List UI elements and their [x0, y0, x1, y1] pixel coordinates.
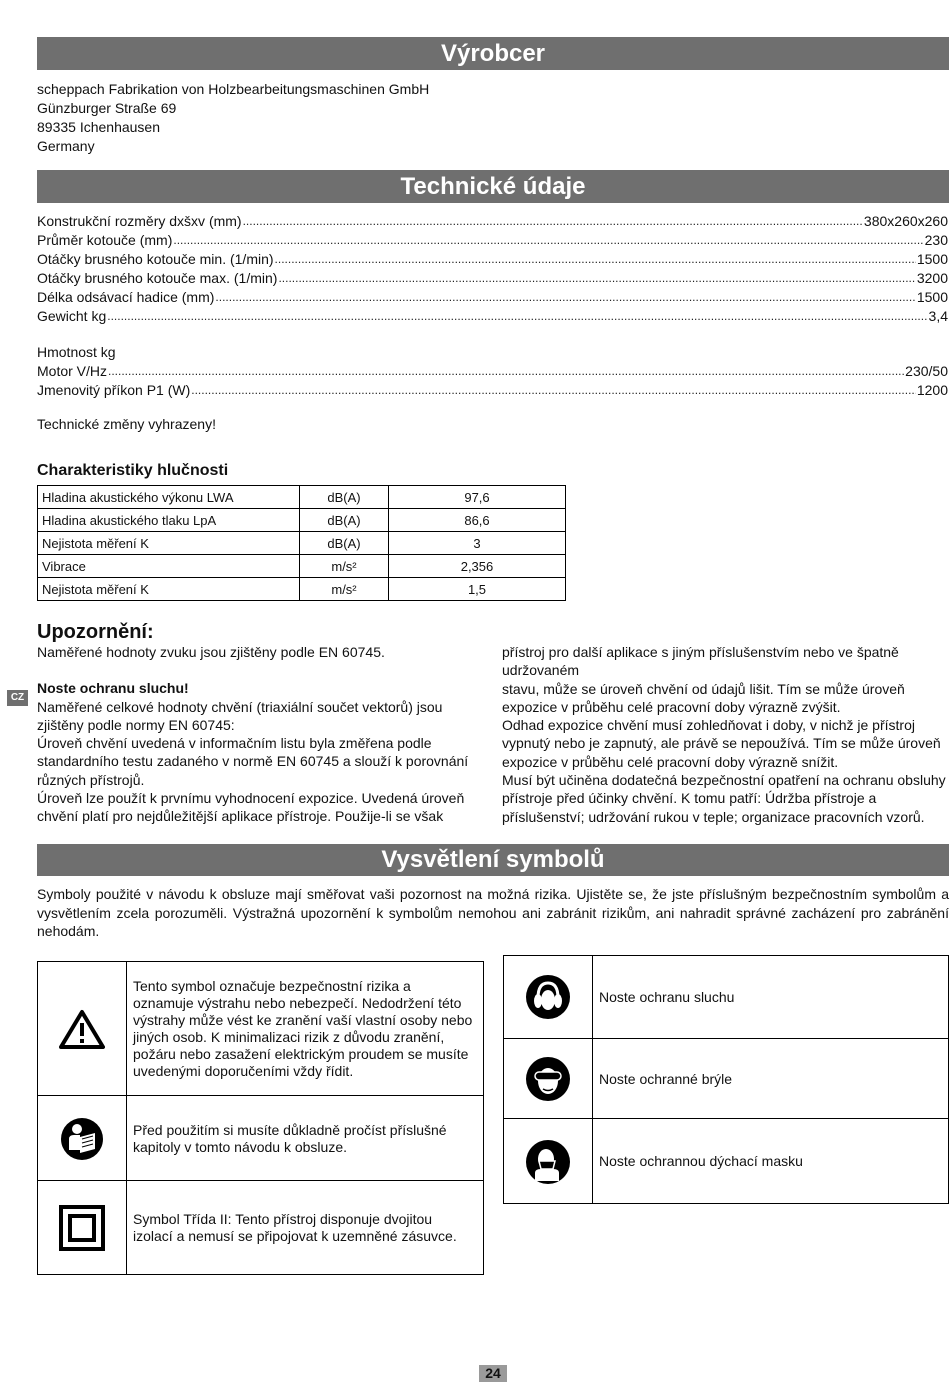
table-row [38, 486, 566, 509]
paragraph: stavu, může se úroveň chvění od údajů lišit. Tím se může úroveň expozice v průběhu celé pracovní doby výrazně zvýšit. [502, 680, 905, 715]
leader-dots [191, 380, 916, 400]
section-heading-symbols: Vysvětlení symbolů [37, 844, 949, 876]
table-cell: 3 [389, 532, 566, 555]
table-cell: m/s² [300, 555, 389, 578]
spec-label: Průměr kotouče (mm) [37, 232, 173, 248]
address-line: Germany [37, 138, 95, 154]
table-cell: Hladina akustického výkonu LWA [38, 486, 300, 509]
leader-dots [173, 230, 923, 250]
table-cell: dB(A) [300, 509, 389, 532]
weight-label: Hmotnost kg [37, 344, 116, 360]
leader-dots [243, 211, 863, 231]
table-cell: 97,6 [389, 486, 566, 509]
leader-dots [108, 361, 904, 381]
symbol-description: Noste ochranné brýle [599, 1070, 733, 1087]
page-number: 24 [479, 1365, 507, 1382]
spec-value: 3200 [916, 270, 948, 286]
symbols-table-right [503, 955, 949, 1204]
paragraph: Naměřené hodnoty zvuku jsou zjištěny podle EN 60745. [37, 644, 385, 660]
warning-heading: Upozornění: [37, 621, 154, 643]
paragraph: Odhad expozice chvění musí zohledňovat i doby, v nichž je přístroj vypnutý nebo je zapnutý, ale právě se nepoužívá. Tím se může úroveň expozice v průběhu celé pracovní doby výrazně snížit. [502, 717, 941, 770]
symbol-row [38, 1180, 483, 1275]
warning-right-column [502, 643, 948, 826]
section-heading-manufacturer: Výrobcer [37, 37, 949, 70]
section-heading-technical: Technické údaje [37, 170, 949, 203]
symbol-description: Symbol Třída II: Tento přístroj disponuje dvojitou izolací a nemusí se připojovat k uzemněné zásuvce. [133, 1211, 457, 1244]
table-row [38, 532, 566, 555]
ear-protection-icon [504, 956, 593, 1038]
spec-value: 1200 [916, 382, 948, 398]
spec-row [37, 381, 948, 400]
table-row [38, 555, 566, 578]
spec-label: Otáčky brusného kotouče min. (1/min) [37, 251, 274, 267]
symbol-description: Noste ochranu sluchu [599, 988, 735, 1005]
address-line: 89335 Ichenhausen [37, 119, 160, 135]
leader-dots [275, 249, 916, 269]
noise-heading: Charakteristiky hlučnosti [37, 462, 229, 479]
symbols-intro: Symboly použité v návodu k obsluze mají směřovat vaši pozornost na možná rizika. Ujistěte se, že jste příslušným bezpečnostním symbolům a vysvětlením zcela porozuměli. Výstražná upozornění k symbolům nemohou ani zabránit rizikům, ani nahradit správné zacházení pro zabránění nehodám. [37, 886, 949, 939]
leader-dots [107, 306, 927, 326]
spec-label: Konstrukční rozměry dxšxv (mm) [37, 213, 242, 229]
spec-label: Délka odsávací hadice (mm) [37, 289, 215, 305]
paragraph-bold: Noste ochranu sluchu! [37, 680, 189, 697]
leader-dots [215, 287, 915, 307]
spec-row [37, 362, 948, 381]
paragraph: přístroj pro další aplikace s jiným příslušenstvím nebo ve špatně udržovaném [502, 644, 899, 679]
symbol-row [504, 956, 948, 1038]
address-line: Günzburger Straße 69 [37, 100, 177, 116]
spec-label: Gewicht kg [37, 308, 107, 324]
spec-value: 230/50 [905, 363, 948, 379]
manufacturer-address [37, 80, 429, 156]
table-cell: 2,356 [389, 555, 566, 578]
table-cell: Hladina akustického tlaku LpA [38, 509, 300, 532]
spec-label: Jmenovitý příkon P1 (W) [37, 382, 191, 398]
noise-table [37, 485, 566, 601]
table-cell: 86,6 [389, 509, 566, 532]
table-cell: dB(A) [300, 532, 389, 555]
paragraph: Úroveň chvění uvedená v informačním listu byla změřena podle standardního testu zadaného v normě EN 60745 a slouží k porovnání různých přístrojů. [37, 735, 469, 788]
spec-value: 1500 [916, 289, 948, 305]
dust-mask-icon [504, 1119, 593, 1204]
symbol-row [38, 962, 483, 1095]
spec-value: 230 [924, 232, 948, 248]
table-cell: Vibrace [38, 555, 300, 578]
symbol-description: Před použitím si musíte důkladně pročíst příslušné kapitoly v tomto návodu k obsluze. [133, 1121, 447, 1155]
symbol-row [504, 1118, 948, 1204]
spec-value: 3,4 [928, 308, 948, 324]
spec-row [37, 269, 948, 288]
warning-left-column [37, 643, 477, 826]
spec-row [37, 288, 948, 307]
spec-row [37, 231, 948, 250]
table-cell: m/s² [300, 578, 389, 601]
spec-row [37, 212, 948, 231]
spec-value: 380x260x260 [863, 213, 948, 229]
table-cell: dB(A) [300, 486, 389, 509]
symbol-description: Noste ochrannou dýchací masku [599, 1153, 803, 1169]
paragraph: Musí být učiněna dodatečná bezpečnostní opatření na ochranu obsluhy přístroje před účinky chvění. K tomu patří: Údržba přístroje a příslušenství; udržování rukou v teple; organizace pracovních vzorů. [502, 772, 946, 825]
spec-label: Otáčky brusného kotouče max. (1/min) [37, 270, 278, 286]
table-row [38, 509, 566, 532]
leader-dots [278, 268, 915, 288]
spec-row [37, 250, 948, 269]
language-tab: CZ [7, 690, 28, 706]
warning-triangle-icon [38, 962, 127, 1095]
table-cell: Nejistota měření K [38, 532, 300, 555]
address-line: scheppach Fabrikation von Holzbearbeitungsmaschinen GmbH [37, 81, 430, 97]
spec-label: Motor V/Hz [37, 363, 108, 379]
table-cell: 1,5 [389, 578, 566, 601]
technical-note: Technické změny vyhrazeny! [37, 416, 216, 432]
symbol-description: Tento symbol označuje bezpečnostní rizika a oznamuje výstrahu nebo nebezpečí. Nedodržení této výstrahy může vést ke zranění vaší vlastní osoby nebo jiných osob. K minimalizaci rizik z důvodu zranění, požáru nebo zasažení elektrickým proudem se musíte uvedenými doporučeními vždy řídit. [133, 977, 473, 1079]
table-cell: Nejistota měření K [38, 578, 300, 601]
read-manual-icon [38, 1096, 127, 1181]
symbols-table-left [37, 961, 484, 1275]
symbol-row [504, 1038, 948, 1119]
class-ii-icon [38, 1181, 127, 1275]
table-row [38, 578, 566, 601]
spec-value: 1500 [916, 251, 948, 267]
goggles-icon [504, 1039, 593, 1119]
spec-row [37, 307, 948, 326]
paragraph: Úroveň lze použít k prvnímu vyhodnocení expozice. Uvedená úroveň chvění platí pro nejdůležitější aplikace přístroje. Použije-li se však [37, 790, 465, 825]
paragraph: Naměřené celkové hodnoty chvění (triaxiální součet vektorů) jsou zjištěny podle normy EN 60745: [37, 698, 443, 733]
symbol-row [38, 1095, 483, 1181]
